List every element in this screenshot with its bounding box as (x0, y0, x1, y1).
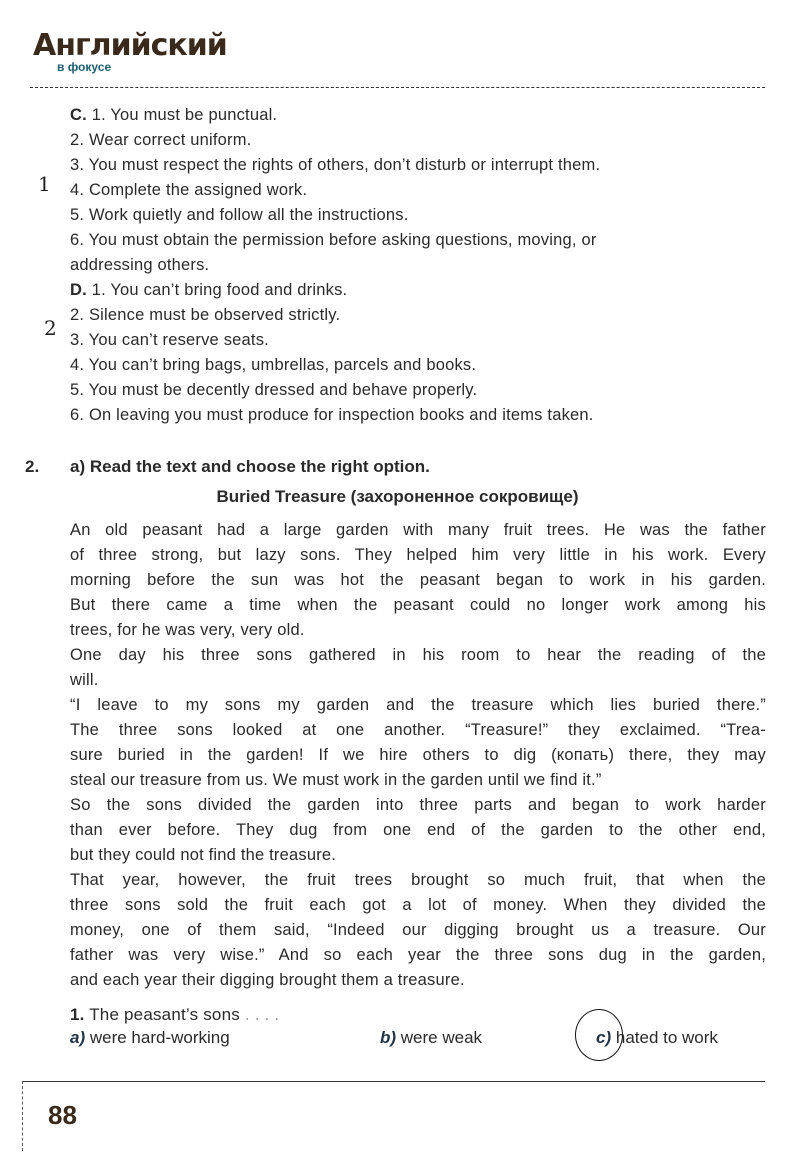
passage-line: will. (70, 671, 99, 689)
option-b[interactable] (380, 1028, 482, 1048)
passage-line: That year, however, the fruit trees brought so much fruit, that when the (70, 871, 766, 889)
section-label: C. (70, 106, 87, 124)
list-item-text: 1. You can’t bring food and drinks. (91, 281, 348, 299)
page-number: 88 (48, 1100, 77, 1130)
logo-main: Английский (33, 28, 227, 63)
list-item-text: 1. You must be punctual. (91, 106, 278, 124)
passage-line: But there came a time when the peasant could no longer work among his (70, 596, 766, 614)
question-number: 1. (70, 1005, 85, 1024)
list-item-text: addressing others. (70, 256, 210, 274)
list-item-text: 3. You can’t reserve seats. (70, 331, 269, 349)
passage-line: So the sons divided the garden into three parts and began to work harder (70, 796, 766, 814)
list-item-text: 2. Silence must be observed strictly. (70, 306, 341, 324)
option-text: hated to work (615, 1028, 718, 1047)
list-item (70, 103, 766, 128)
passage-line: three sons sold the fruit each got a lot of money. When they divided the (70, 896, 766, 914)
passage-line: but they could not find the treasure. (70, 846, 337, 864)
logo-sub: в фокусе (57, 60, 112, 74)
list-item (70, 203, 766, 228)
passage-line: “I leave to my sons my garden and the treasure which lies buried there.” (70, 696, 766, 714)
passage-line: of three strong, but lazy sons. They helped him very little in his work. Every (70, 546, 766, 564)
list-item-text: 5. Work quietly and follow all the instructions. (70, 206, 409, 224)
list-item-text: 6. On leaving you must produce for inspection books and items taken. (70, 406, 594, 424)
passage-line: father was very wise.” And so each year the three sons dug in the garden, (70, 946, 766, 964)
list-item (70, 153, 766, 178)
list-item-text: 6. You must obtain the permission before asking questions, moving, or (70, 231, 597, 249)
list-item-text: 4. Complete the assigned work. (70, 181, 308, 199)
passage-line: money, one of them said, “Indeed our digging brought us a treasure. Our (70, 921, 766, 939)
list-item (70, 278, 766, 303)
margin-note-2: 2 (44, 316, 57, 340)
section-label: D. (70, 281, 87, 299)
list-item-text: 4. You can’t bring bags, umbrellas, parcels and books. (70, 356, 477, 374)
question (70, 1002, 766, 1027)
footer-rule (22, 1081, 765, 1082)
passage-line: morning before the sun was hot the peasant began to work in his garden. (70, 571, 766, 589)
list-item (70, 253, 766, 278)
option-letter: b) (380, 1028, 397, 1047)
list-item (70, 328, 766, 353)
margin-note-1: 1 (38, 172, 51, 196)
question-blank: . . . . (244, 1005, 280, 1024)
passage-line: An old peasant had a large garden with many fruit trees. He was the father (70, 521, 766, 539)
passage-line: than ever before. They dug from one end of the garden to the other end, (70, 821, 766, 839)
list-item (70, 378, 766, 403)
list-item (70, 403, 766, 428)
list-item (70, 178, 766, 203)
list-item-text: 5. You must be decently dressed and behave properly. (70, 381, 478, 399)
exercise-number: 2. (25, 457, 40, 476)
passage-line: sure buried in the garden! If we hire others to dig (копать) there, they may (70, 746, 766, 764)
series-logo (33, 28, 227, 74)
passage-line: One day his three sons gathered in his room to hear the reading of the (70, 646, 766, 664)
option-text: were weak (400, 1028, 483, 1047)
option-a[interactable] (70, 1028, 230, 1048)
list-item (70, 303, 766, 328)
passage-line: trees, for he was very, very old. (70, 621, 305, 639)
list-item-text: 3. You must respect the rights of others, don’t disturb or interrupt them. (70, 156, 601, 174)
header-rule (30, 87, 765, 88)
option-letter: c) (596, 1028, 612, 1047)
passage-title: Buried Treasure (захороненное сокровище) (216, 487, 579, 506)
passage-line: steal our treasure from us. We must work in the garden until we find it.” (70, 771, 602, 789)
passage-line: The three sons looked at one another. “Treasure!” they exclaimed. “Trea- (70, 721, 766, 739)
list-item-text: 2. Wear correct uniform. (70, 131, 252, 149)
list-item (70, 128, 766, 153)
option-letter: a) (70, 1028, 86, 1047)
answer-circle-mark (575, 1009, 623, 1061)
option-text: were hard-working (89, 1028, 230, 1047)
list-item (70, 228, 766, 253)
margin-dash (22, 1081, 23, 1151)
passage-line: and each year their digging brought them a treasure. (70, 971, 465, 989)
list-item (70, 353, 766, 378)
exercise-instruction: a) Read the text and choose the right option. (70, 457, 430, 476)
question-text: The peasant’s sons (89, 1005, 240, 1024)
